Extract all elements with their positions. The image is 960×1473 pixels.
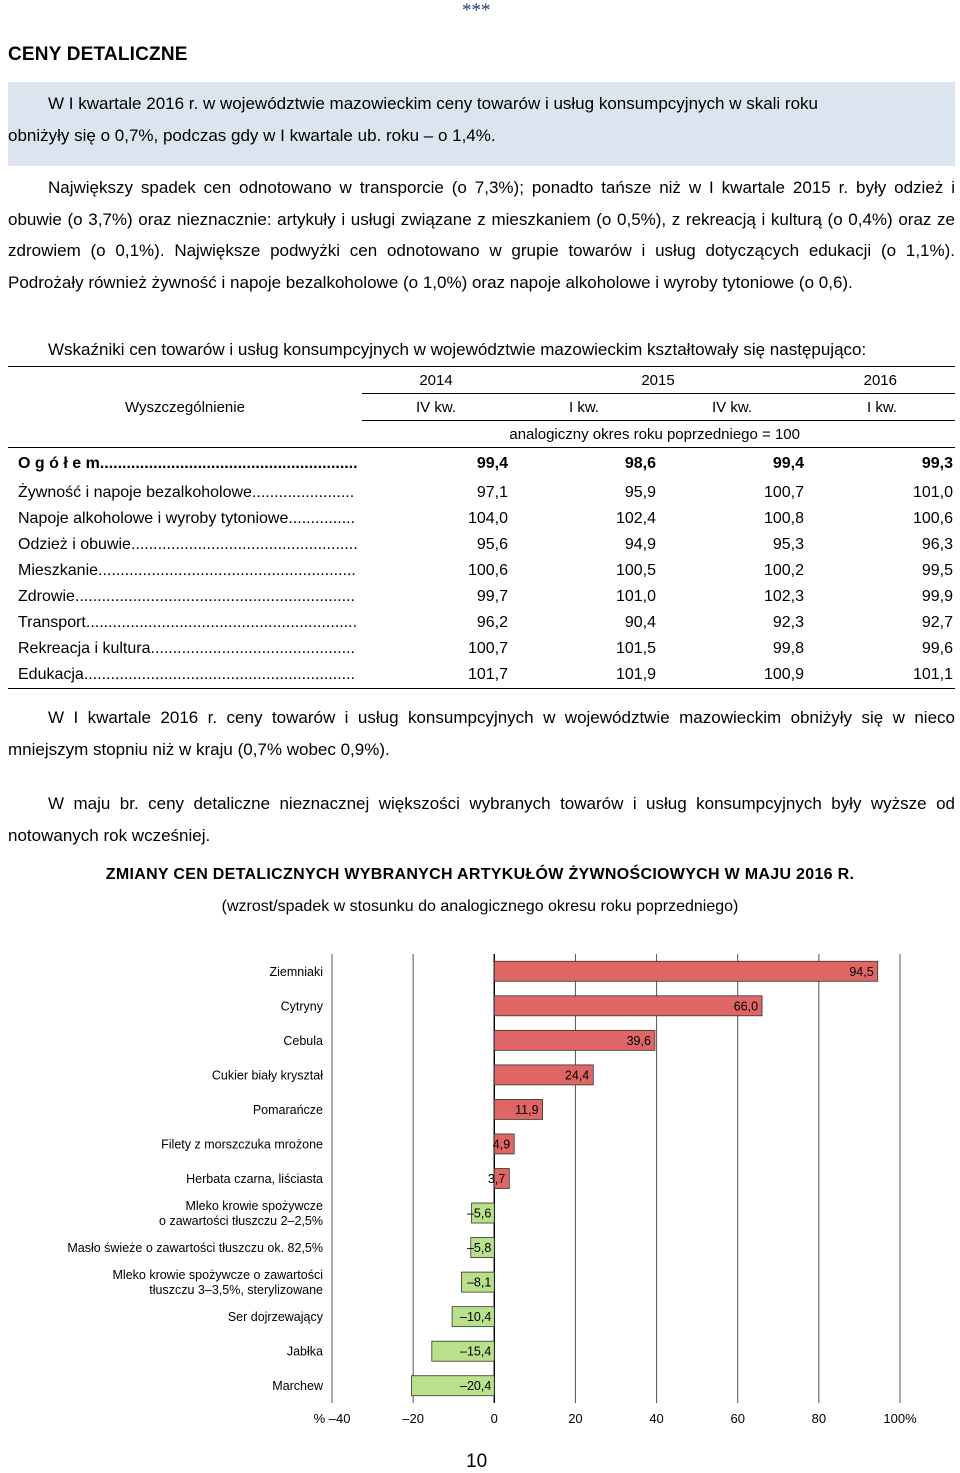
price-change-bar-chart [0,940,960,1430]
cell-value-4: 92,7 [921,614,953,631]
table-row [8,610,955,636]
chart-title: ZMIANY CEN DETALICZNYCH WYBRANYCH ARTYKUŁÓW ŻYWNOŚCIOWYCH W MAJU 2016 R. [105,866,855,883]
row-label [8,584,362,610]
row-label [8,480,362,506]
data-label: –10,4 [460,1310,492,1325]
category-label: Cebula [283,1033,323,1048]
category-label: Marchew [272,1379,323,1394]
table-row [8,532,955,558]
row-label [8,662,362,689]
quarter-col-3: IV kw. [658,394,806,421]
data-label: 94,5 [849,964,874,979]
table-row [8,662,955,689]
row-label-text: Mieszkanie [18,562,99,579]
data-label: 24,4 [564,1068,590,1083]
cell-value-2: 90,4 [624,614,656,631]
row-label-dots: ............................................................. [85,614,358,631]
cell-value-2: 94,9 [624,536,656,553]
table-row [8,636,955,662]
cell-value-1: 100,7 [467,640,508,657]
category-label: Mleko krowie spożywcze [185,1199,323,1214]
row-label-dots: ............................................................... [74,588,355,605]
cell-value-3: 100,2 [763,562,804,579]
cell-value-4: 99,3 [921,455,953,472]
cell-value-3: 99,4 [772,455,804,472]
row-label [8,636,362,662]
cell-value-3: 95,3 [772,536,804,553]
cell-value-4: 101,0 [912,484,953,501]
table-intro: Wskaźniki cen towarów i usług konsumpcyjnych w województwie mazowieckim kształtowały się następująco: [48,340,867,359]
data-label: –15,4 [460,1344,492,1359]
paragraph-may: W maju br. ceny detaliczne nieznacznej większości wybranych towarów i usług konsumpcyjnych były wyższe od notowanych rok wcześniej. [8,794,955,845]
tick-label: 100% [883,1411,917,1426]
year-2015: 2015 [510,367,806,394]
cell-value-2: 101,5 [615,640,656,657]
page-number: 10 [466,1451,488,1472]
stub-header: Wyszczególnienie [8,367,362,448]
year-2016: 2016 [806,367,955,394]
price-index-table [8,366,955,689]
row-label-dots: ............................................................. [83,666,355,683]
table-row [8,584,955,610]
tick-label: 20 [568,1411,583,1426]
cell-value-2: 98,6 [624,455,656,472]
cell-value-4: 99,6 [921,640,953,657]
section-heading: CENY DETALICZNE [8,44,188,65]
cell-value-4: 101,1 [806,662,955,689]
category-label: o zawartości tłuszczu 2–2,5% [159,1214,323,1229]
category-label: Herbata czarna, liściasta [186,1172,323,1186]
cell-value-3: 100,8 [763,510,804,527]
row-label-dots: .............................................. [150,640,355,657]
row-label [8,558,362,584]
cell-value-1: 97,1 [476,484,508,501]
data-label: –8,1 [466,1275,492,1290]
cell-value-4: 99,9 [921,588,953,605]
data-label: 11,9 [515,1102,539,1117]
row-label-text: Napoje alkoholowe i wyroby tytoniowe [18,510,289,527]
intro-line-2: obniżyły się o 0,7%, podczas gdy w I kwartale ub. roku – o 1,4%. [8,126,496,145]
cell-value-1: 100,6 [467,562,508,579]
cell-value-2: 101,0 [615,588,656,605]
row-label-text: Rekreacja i kultura [18,640,151,657]
cell-value-1: 104,0 [467,510,508,527]
intro-line-1: W I kwartale 2016 r. w województwie mazowieckim ceny towarów i usług konsumpcyjnych w skali roku [48,94,819,113]
category-label: Cukier biały kryształ [211,1068,323,1083]
row-label-text: Odzież i obuwie [18,536,131,553]
data-label: –5,6 [466,1206,492,1221]
cell-value-2: 95,9 [624,484,656,501]
table-header-years [8,367,955,394]
row-label [8,532,362,558]
cell-value-3: 99,8 [772,640,804,657]
data-label: 3,7 [487,1172,506,1186]
category-label: Mleko krowie spożywcze o zawartości [112,1268,323,1283]
row-label-dots: ................................................... [130,536,358,553]
category-label: Ser dojrzewający [227,1310,323,1325]
category-label: Pomarańcze [252,1102,323,1117]
bar [494,961,877,981]
cell-value-4: 99,5 [921,562,953,579]
paragraph-comparison: W I kwartale 2016 r. ceny towarów i usług konsumpcyjnych w województwie mazowieckim obniżyły się w nieco mniejszym stopniu niż w kraju (0,7% wobec 0,9%). [8,708,955,759]
row-label-text: O g ó ł e m [18,455,100,472]
tick-label: 40 [649,1411,664,1426]
tick-label: –20 [402,1411,424,1426]
base-note: analogiczny okres roku poprzedniego = 100 [362,421,806,448]
cell-value-1: 95,6 [476,536,508,553]
data-label: 39,6 [626,1033,651,1048]
tick-label: 60 [730,1411,745,1426]
data-label: –5,8 [466,1241,492,1256]
cell-value-3: 100,7 [763,484,804,501]
cell-value-2: 100,5 [615,562,656,579]
row-label-text: Zdrowie [18,588,75,605]
table-row [8,506,955,532]
quarter-col-2: I kw. [510,394,658,421]
cell-value-4: 100,6 [912,510,953,527]
cell-value-3: 92,3 [772,614,804,631]
tick-label: % –40 [313,1411,351,1426]
data-label: 66,0 [733,999,759,1014]
table-row [8,480,955,506]
table-row [8,448,955,481]
year-2014: 2014 [362,367,510,394]
table-row [8,558,955,584]
row-label-dots: ............... [288,510,356,527]
quarter-col-4: I kw. [806,394,955,421]
row-label-text: Transport [18,614,86,631]
cell-value-2: 102,4 [615,510,656,527]
category-label: Masło świeże o zawartości tłuszczu ok. 82,5% [67,1241,323,1256]
row-label [8,506,362,532]
cell-value-1: 96,2 [476,614,508,631]
cell-value-4: 96,3 [921,536,953,553]
category-label: Cytryny [280,999,323,1014]
category-label: Jabłka [286,1344,323,1359]
cell-value-1: 99,7 [476,588,508,605]
cell-value-1: 99,4 [476,455,508,472]
quarter-col-1: IV kw. [362,394,510,421]
row-label-text: Edukacja [18,666,84,683]
cell-value-1: 101,7 [362,662,510,689]
cell-value-3: 102,3 [763,588,804,605]
highlight-box [8,82,955,166]
row-label [8,448,362,481]
category-label: tłuszczu 3–3,5%, sterylizowane [149,1283,323,1298]
cell-value-2: 101,9 [510,662,658,689]
plot-area [332,954,900,1403]
row-label-text: Żywność i napoje bezalkoholowe [18,484,252,501]
section-separator: *** [462,0,491,21]
base-note-filler [806,421,955,448]
data-label: –20,4 [460,1379,492,1394]
row-label-dots: .......................................................... [98,562,356,579]
row-label-dots: .......................................................... [99,455,358,472]
row-label-dots: ....................... [251,484,355,501]
category-label: Filety z morszczuka mrożone [161,1137,323,1152]
chart-subtitle: (wzrost/spadek w stosunku do analogicznego okresu roku poprzedniego) [221,898,739,915]
tick-label: 80 [811,1411,827,1426]
bar [494,996,762,1016]
data-label: 4,9 [492,1137,511,1152]
category-label: Ziemniaki [269,964,323,979]
row-label [8,610,362,636]
paragraph-transport: Największy spadek cen odnotowano w transporcie (o 7,3%); ponadto tańsze niż w I kwartale 2015 r. były odzież i obuwie (o 3,7%) oraz nieznacznie: artykuły i usługi związane z mieszkaniem (o 0,5%), z rekreacją i kulturą (o 0,4%) oraz ze zdrowiem (o 0,1%). Największe podwyżki cen odnotowano w grupie towarów i usług dotyczących edukacji (o 1,1%). Podrożały również żywność i napoje bezalkoholowe (o 1,0%) oraz napoje alkoholowe i wyroby tytoniowe (o 0,6). [8,178,955,292]
tick-label: 0 [490,1411,498,1426]
cell-value-3: 100,9 [658,662,806,689]
